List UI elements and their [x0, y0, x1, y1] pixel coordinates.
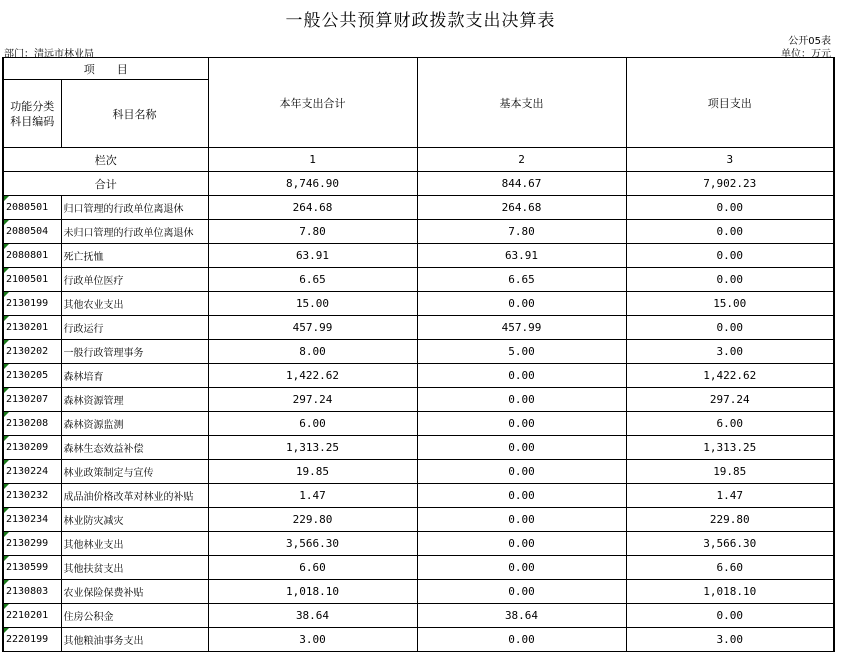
- row-code: 2130224: [3, 460, 61, 484]
- total-value-2: 844.67: [417, 172, 626, 196]
- row-name: 森林资源监测: [61, 412, 208, 436]
- row-name: 林业防灾减灾: [61, 508, 208, 532]
- row-total: 38.64: [208, 604, 417, 628]
- row-name: 其他粮油事务支出: [61, 628, 208, 652]
- row-name: 其他扶贫支出: [61, 556, 208, 580]
- row-total: 1,018.10: [208, 580, 417, 604]
- row-project: 229.80: [626, 508, 834, 532]
- row-project: 0.00: [626, 316, 834, 340]
- row-code: 2130803: [3, 580, 61, 604]
- row-total: 7.80: [208, 220, 417, 244]
- row-name: 行政运行: [61, 316, 208, 340]
- row-basic: 0.00: [417, 508, 626, 532]
- report-title: 一般公共预算财政拨款支出决算表: [285, 11, 556, 31]
- row-name: 森林生态效益补偿: [61, 436, 208, 460]
- row-code: 2130234: [3, 508, 61, 532]
- row-name: 死亡抚恤: [61, 244, 208, 268]
- row-basic: 264.68: [417, 196, 626, 220]
- row-project: 297.24: [626, 388, 834, 412]
- row-total: 229.80: [208, 508, 417, 532]
- total-value-1: 8,746.90: [208, 172, 417, 196]
- row-code: 2080504: [3, 220, 61, 244]
- row-basic: 0.00: [417, 628, 626, 652]
- table-row: [3, 436, 834, 460]
- row-basic: 5.00: [417, 340, 626, 364]
- row-total: 1.47: [208, 484, 417, 508]
- row-total: 297.24: [208, 388, 417, 412]
- expenditure-table: [2, 57, 835, 652]
- table-row: [3, 580, 834, 604]
- row-basic: 0.00: [417, 292, 626, 316]
- row-project: 0.00: [626, 268, 834, 292]
- row-basic: 0.00: [417, 484, 626, 508]
- row-total: 6.60: [208, 556, 417, 580]
- header-item: 项 目: [3, 58, 208, 80]
- row-code: 2130299: [3, 532, 61, 556]
- row-name: 森林资源管理: [61, 388, 208, 412]
- row-basic: 0.00: [417, 388, 626, 412]
- row-basic: 457.99: [417, 316, 626, 340]
- row-name: 其他农业支出: [61, 292, 208, 316]
- row-basic: 0.00: [417, 532, 626, 556]
- row-code: 2130201: [3, 316, 61, 340]
- header-project: 项目支出: [626, 58, 834, 148]
- row-project: 6.00: [626, 412, 834, 436]
- row-name: 未归口管理的行政单位离退休: [61, 220, 208, 244]
- row-name: 成品油价格改革对林业的补贴: [61, 484, 208, 508]
- row-project: 1,313.25: [626, 436, 834, 460]
- table-row: [3, 556, 834, 580]
- row-basic: 0.00: [417, 580, 626, 604]
- row-project: 1,018.10: [626, 580, 834, 604]
- table-row: [3, 316, 834, 340]
- row-project: 0.00: [626, 220, 834, 244]
- row-code: 2100501: [3, 268, 61, 292]
- row-basic: 38.64: [417, 604, 626, 628]
- table-row: [3, 364, 834, 388]
- row-basic: 7.80: [417, 220, 626, 244]
- table-row: [3, 460, 834, 484]
- row-basic: 6.65: [417, 268, 626, 292]
- row-project: 19.85: [626, 460, 834, 484]
- row-total: 63.91: [208, 244, 417, 268]
- table-row: [3, 628, 834, 652]
- row-total: 19.85: [208, 460, 417, 484]
- table-row: [3, 292, 834, 316]
- row-total: 264.68: [208, 196, 417, 220]
- row-project: 15.00: [626, 292, 834, 316]
- row-index-1: 1: [208, 148, 417, 172]
- row-index-3: 3: [626, 148, 834, 172]
- unit-label: 单位：万元: [781, 49, 831, 60]
- table-row: [3, 484, 834, 508]
- row-total: 1,313.25: [208, 436, 417, 460]
- row-total: 1,422.62: [208, 364, 417, 388]
- table-row: [3, 508, 834, 532]
- header-func-code: 功能分类 科目编码: [3, 80, 61, 148]
- row-index-2: 2: [417, 148, 626, 172]
- row-project: 1,422.62: [626, 364, 834, 388]
- header-basic: 基本支出: [417, 58, 626, 148]
- row-code: 2130205: [3, 364, 61, 388]
- row-name: 归口管理的行政单位离退休: [61, 196, 208, 220]
- row-code: 2130208: [3, 412, 61, 436]
- row-code: 2220199: [3, 628, 61, 652]
- row-project: 1.47: [626, 484, 834, 508]
- row-code: 2080501: [3, 196, 61, 220]
- row-code: 2130599: [3, 556, 61, 580]
- table-row: [3, 388, 834, 412]
- row-index-label: 栏次: [3, 148, 208, 172]
- row-name: 一般行政管理事务: [61, 340, 208, 364]
- row-name: 林业政策制定与宣传: [61, 460, 208, 484]
- row-total: 6.65: [208, 268, 417, 292]
- row-name: 行政单位医疗: [61, 268, 208, 292]
- header-total: 本年支出合计: [208, 58, 417, 148]
- row-code: 2210201: [3, 604, 61, 628]
- row-total: 8.00: [208, 340, 417, 364]
- row-basic: 0.00: [417, 556, 626, 580]
- row-code: 2130202: [3, 340, 61, 364]
- table-row: [3, 604, 834, 628]
- row-name: 其他林业支出: [61, 532, 208, 556]
- row-project: 6.60: [626, 556, 834, 580]
- row-project: 3,566.30: [626, 532, 834, 556]
- row-project: 0.00: [626, 196, 834, 220]
- row-basic: 0.00: [417, 412, 626, 436]
- row-code: 2130207: [3, 388, 61, 412]
- row-total: 3.00: [208, 628, 417, 652]
- row-code: 2130209: [3, 436, 61, 460]
- table-row: [3, 220, 834, 244]
- row-basic: 0.00: [417, 460, 626, 484]
- row-total: 3,566.30: [208, 532, 417, 556]
- row-project: 3.00: [626, 628, 834, 652]
- row-name: 农业保险保费补贴: [61, 580, 208, 604]
- table-row: [3, 268, 834, 292]
- row-name: 森林培育: [61, 364, 208, 388]
- form-number: 公开05表: [788, 36, 831, 47]
- row-basic: 0.00: [417, 436, 626, 460]
- row-code: 2080801: [3, 244, 61, 268]
- row-name: 住房公积金: [61, 604, 208, 628]
- table-row: [3, 412, 834, 436]
- row-project: 3.00: [626, 340, 834, 364]
- row-total: 6.00: [208, 412, 417, 436]
- total-value-3: 7,902.23: [626, 172, 834, 196]
- row-total: 15.00: [208, 292, 417, 316]
- row-total: 457.99: [208, 316, 417, 340]
- table-row: [3, 532, 834, 556]
- table-row: [3, 196, 834, 220]
- header-func-name: 科目名称: [61, 80, 208, 148]
- department-label: 部门：清远市林业局: [4, 49, 94, 60]
- row-basic: 63.91: [417, 244, 626, 268]
- row-project: 0.00: [626, 604, 834, 628]
- total-label: 合计: [3, 172, 208, 196]
- row-code: 2130199: [3, 292, 61, 316]
- table-row: [3, 340, 834, 364]
- row-project: 0.00: [626, 244, 834, 268]
- row-code: 2130232: [3, 484, 61, 508]
- row-basic: 0.00: [417, 364, 626, 388]
- table-row: [3, 244, 834, 268]
